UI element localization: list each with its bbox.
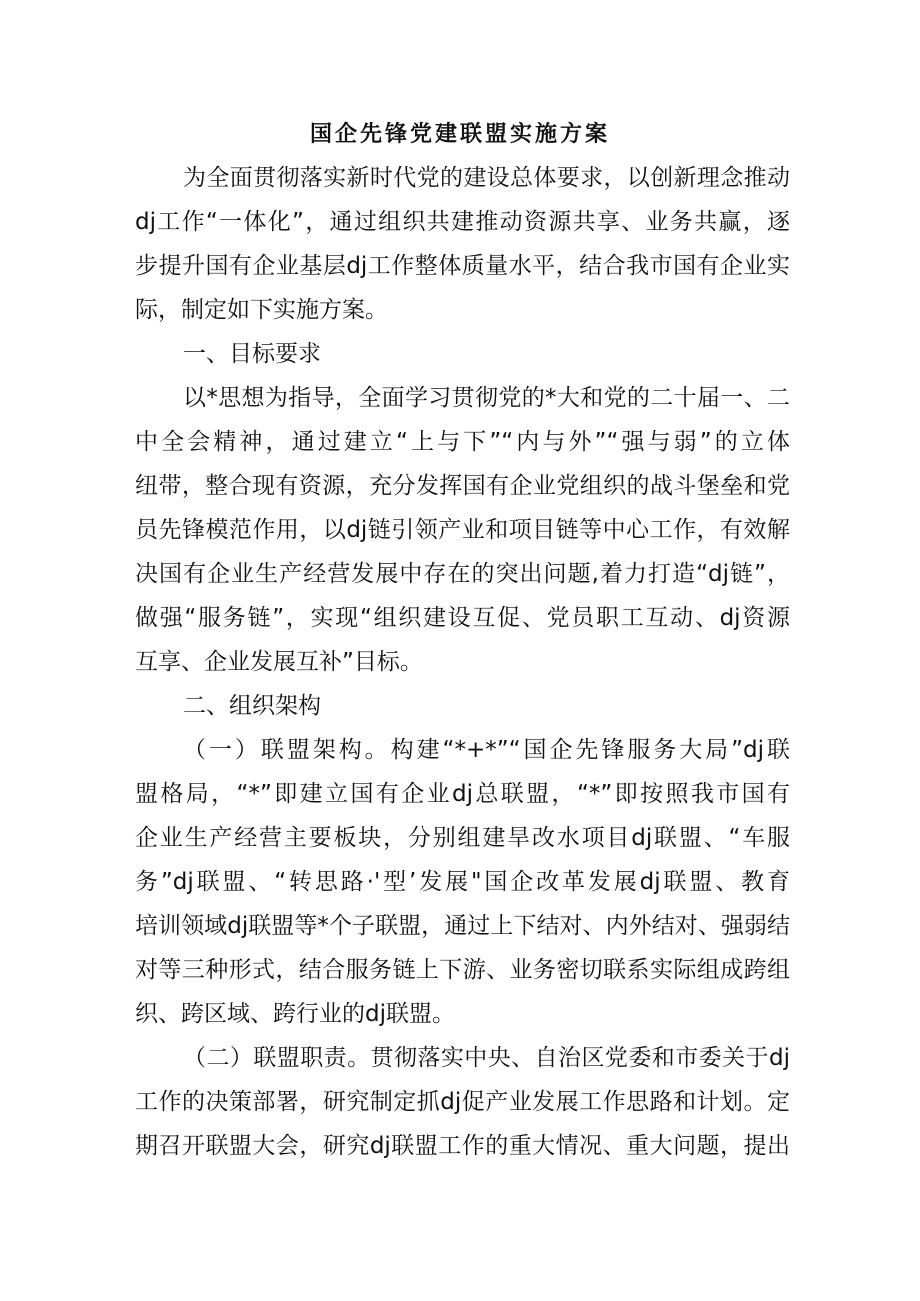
paragraph-line: （二）联盟职责。贯彻落实中央、自治区党委和市委关于dj [183,1045,790,1071]
paragraph-line: （一）联盟架构。构建“*+*”“国企先锋服务大局”dj联 [183,737,790,763]
paragraph-line: 企业生产经营主要板块，分别组建旱改水项目dj联盟、“车服 [135,825,790,851]
section-heading: 一、目标要求 [183,341,321,367]
paragraph-line: 对等三种形式，结合服务链上下游、业务密切联系实际组成跨组 [135,957,790,983]
document-title: 国企先锋党建联盟实施方案 [309,121,610,147]
paragraph-line: 盟格局，“*”即建立国有企业dj总联盟，“*”即按照我市国有 [135,781,790,807]
paragraph-line: 织、跨区域、跨行业的dj联盟。 [135,1001,455,1027]
paragraph-line: 员先锋模范作用，以dj链引领产业和项目链等中心工作，有效解 [135,517,790,543]
paragraph-line: 期召开联盟大会，研究dj联盟工作的重大情况、重大问题，提出 [135,1133,790,1159]
paragraph-line: 中全会精神，通过建立“上与下”“内与外”“强与弱”的立体 [135,429,790,455]
paragraph-line: 工作的决策部署，研究制定抓dj促产业发展工作思路和计划。定 [135,1089,790,1115]
paragraph-line: 务”dj联盟、“转思路·'型’发展"国企改革发展dj联盟、教育 [135,869,790,895]
paragraph-line: 以*思想为指导，全面学习贯彻党的*大和党的二十届一、二 [183,385,790,411]
paragraph-line: 步提升国有企业基层dj工作整体质量水平，结合我市国有企业实 [135,253,790,279]
paragraph-line: 为全面贯彻落实新时代党的建设总体要求，以创新理念推动 [183,165,790,191]
paragraph-line: 做强“服务链”，实现“组织建设互促、党员职工互动、dj资源 [135,605,790,631]
paragraph-line: 纽带，整合现有资源，充分发挥国有企业党组织的战斗堡垒和党 [135,473,790,499]
paragraph-line: 培训领域dj联盟等*个子联盟，通过上下结对、内外结对、强弱结 [135,913,790,939]
paragraph-line: 决国有企业生产经营发展中存在的突出问题,着力打造“dj链”， [135,561,790,587]
paragraph-line: 互享、企业发展互补”目标。 [135,649,423,675]
section-heading: 二、组织架构 [183,693,321,719]
paragraph-line: dj工作“一体化”，通过组织共建推动资源共享、业务共赢，逐 [135,209,790,235]
paragraph-line: 际，制定如下实施方案。 [135,297,388,323]
